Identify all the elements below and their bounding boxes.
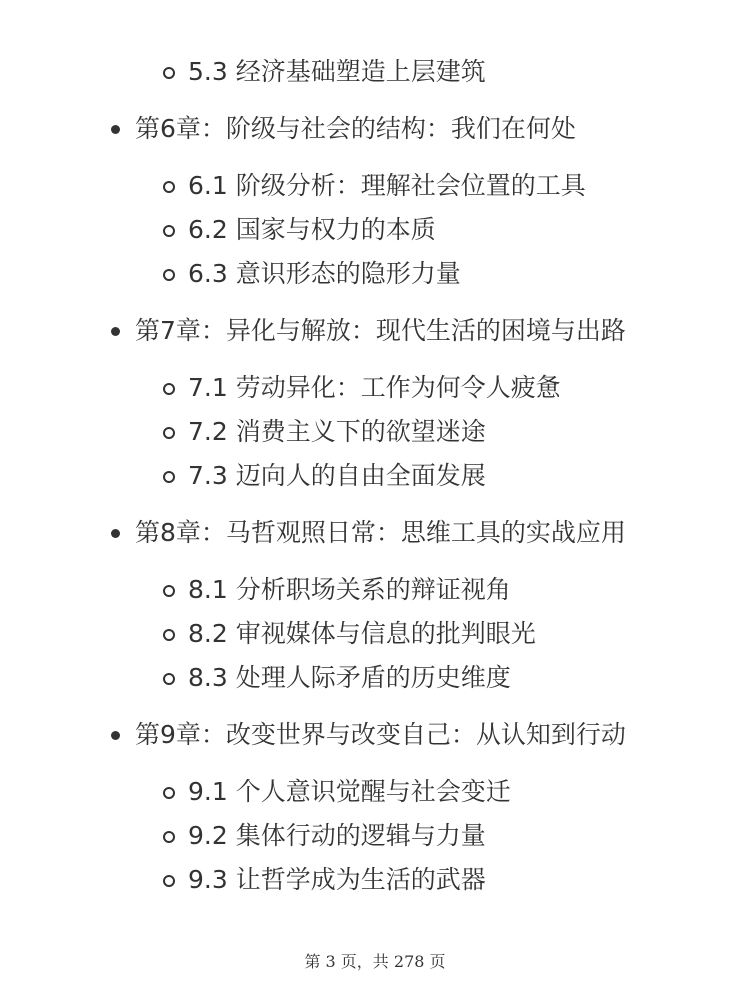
- toc-section-6-3[interactable]: [0, 257, 750, 291]
- toc-section-6-1[interactable]: [0, 169, 750, 203]
- toc-section-label: 7.3 迈向人的自由全面发展: [188, 461, 486, 490]
- toc-section-label: 8.2 审视媒体与信息的批判眼光: [188, 619, 536, 648]
- toc-chapter-title: 第8章：马哲观照日常：思维工具的实战应用: [135, 518, 626, 547]
- circle-bullet-icon: [163, 875, 175, 887]
- toc-section-label: 9.3 让哲学成为生活的武器: [188, 865, 486, 894]
- toc-chapter-9[interactable]: [0, 718, 750, 752]
- circle-bullet-icon: [163, 181, 175, 193]
- toc-chapter-7[interactable]: [0, 314, 750, 348]
- circle-bullet-icon: [163, 831, 175, 843]
- circle-bullet-icon: [163, 585, 175, 597]
- disc-bullet-icon: [111, 327, 120, 336]
- circle-bullet-icon: [163, 787, 175, 799]
- toc-chapter-title: 第6章：阶级与社会的结构：我们在何处: [135, 114, 576, 143]
- toc-section-9-3[interactable]: [0, 863, 750, 897]
- circle-bullet-icon: [163, 673, 175, 685]
- toc-section-label: 7.2 消费主义下的欲望迷途: [188, 417, 486, 446]
- toc-section-label: 8.1 分析职场关系的辩证视角: [188, 575, 511, 604]
- toc-section-7-3[interactable]: [0, 459, 750, 493]
- toc-chapter-title: 第7章：异化与解放：现代生活的困境与出路: [135, 316, 626, 345]
- circle-bullet-icon: [163, 225, 175, 237]
- toc-section-label: 7.1 劳动异化：工作为何令人疲惫: [188, 373, 561, 402]
- toc-section-9-1[interactable]: [0, 775, 750, 809]
- page-number-label: 第 3 页，共 278 页: [304, 952, 446, 971]
- toc-section-label: 9.1 个人意识觉醒与社会变迁: [188, 777, 511, 806]
- toc-section-8-3[interactable]: [0, 661, 750, 695]
- toc-section-8-2[interactable]: [0, 617, 750, 651]
- toc-section-label: 9.2 集体行动的逻辑与力量: [188, 821, 486, 850]
- toc-section-label: 5.3 经济基础塑造上层建筑: [188, 57, 486, 86]
- toc-section-label: 8.3 处理人际矛盾的历史维度: [188, 663, 511, 692]
- circle-bullet-icon: [163, 269, 175, 281]
- toc-section-label: 6.1 阶级分析：理解社会位置的工具: [188, 171, 586, 200]
- toc-section-6-2[interactable]: [0, 213, 750, 247]
- circle-bullet-icon: [163, 383, 175, 395]
- toc-chapter-title: 第9章：改变世界与改变自己：从认知到行动: [135, 720, 626, 749]
- disc-bullet-icon: [111, 529, 120, 538]
- toc-section-9-2[interactable]: [0, 819, 750, 853]
- circle-bullet-icon: [163, 67, 175, 79]
- toc-section-label: 6.2 国家与权力的本质: [188, 215, 436, 244]
- toc-chapter-6[interactable]: [0, 112, 750, 146]
- disc-bullet-icon: [111, 125, 120, 134]
- toc-section-7-2[interactable]: [0, 415, 750, 449]
- circle-bullet-icon: [163, 471, 175, 483]
- toc-section-8-1[interactable]: [0, 573, 750, 607]
- page-footer: [0, 951, 750, 973]
- toc-section-5-3[interactable]: [0, 55, 750, 89]
- circle-bullet-icon: [163, 427, 175, 439]
- circle-bullet-icon: [163, 629, 175, 641]
- toc-section-7-1[interactable]: [0, 371, 750, 405]
- toc-chapter-8[interactable]: [0, 516, 750, 550]
- disc-bullet-icon: [111, 731, 120, 740]
- toc-section-label: 6.3 意识形态的隐形力量: [188, 259, 461, 288]
